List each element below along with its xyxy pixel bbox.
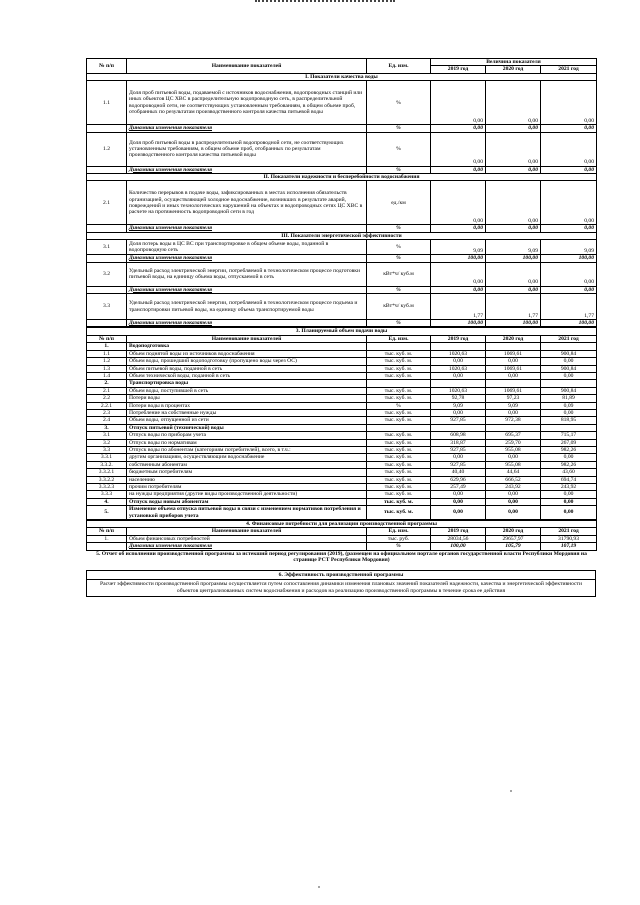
row-text: Объем технической воды, поданной в сеть	[127, 372, 367, 379]
value-2020: 0,00	[486, 132, 541, 166]
value-2021: 0,00	[541, 262, 597, 286]
row-unit: тыс. куб. м.	[367, 446, 431, 453]
row-unit: %	[367, 132, 431, 166]
row-text: Объем поднятой воды из источников водоснабжения	[127, 350, 367, 357]
section-title: I. Показатели качества воды	[87, 73, 597, 80]
row-unit	[367, 343, 431, 350]
row-number: 3.3	[87, 446, 127, 453]
row-number: 2.3	[87, 409, 127, 416]
table-row	[87, 395, 597, 402]
value-2020: 1069,61	[486, 350, 541, 357]
value-2019: 0,00	[431, 454, 486, 461]
value-2019: 0,00	[431, 491, 486, 498]
value-2021: 900,84	[541, 387, 597, 394]
value-2019: 100,00	[431, 543, 486, 550]
value-2020: 1069,61	[486, 365, 541, 372]
row-text: Отпуск воды новым абонентам	[127, 498, 367, 505]
row-unit: %	[367, 125, 431, 132]
value-2021: 0,00	[541, 358, 597, 365]
row-unit: тыс. куб. м.	[367, 387, 431, 394]
document-page	[86, 58, 596, 597]
value-2019: 608,98	[431, 432, 486, 439]
value-2021: 0,00	[541, 225, 597, 232]
row-unit: %	[367, 225, 431, 232]
row-number: 3.2	[87, 262, 127, 286]
scan-speck	[318, 886, 320, 888]
table-row	[87, 535, 597, 542]
row-text: Объем питьевой воды, поданной в сеть	[127, 365, 367, 372]
value-2019: 0,00	[431, 286, 486, 293]
scan-artifact	[255, 0, 395, 6]
value-2020: 0,00	[486, 225, 541, 232]
row-unit: кВт*ч/ куб.м	[367, 294, 431, 320]
row-number: 1.1	[87, 81, 127, 125]
row-text: Изменение объема отпуска питьевой воды в связи с изменением нормативов потребления и установкой приборов учета	[127, 506, 367, 520]
row-unit: тыс. куб. м.	[367, 409, 431, 416]
row-number: 3.3.3	[87, 491, 127, 498]
value-2021: 900,84	[541, 365, 597, 372]
section-title: 3. Планируемый объем подачи воды	[87, 328, 597, 335]
dynamics-row	[87, 125, 597, 132]
value-2020: 0,00	[486, 454, 541, 461]
scan-speck	[510, 790, 512, 792]
value-2019: 92,78	[431, 395, 486, 402]
row-number: 2.	[87, 380, 127, 387]
value-2021	[541, 380, 597, 387]
row-number: 4.	[87, 498, 127, 505]
value-2021: 818,95	[541, 417, 597, 424]
value-2020	[486, 380, 541, 387]
row-unit	[367, 380, 431, 387]
value-2021: 9,09	[541, 240, 597, 255]
value-2019: 100,00	[431, 255, 486, 262]
table-row	[87, 417, 597, 424]
value-2020: 0,00	[486, 358, 541, 365]
value-2019: 927,85	[431, 417, 486, 424]
row-text: Количество перерывов в подаче воды, зафиксированных в местах исполнения обязательств организацией, осуществляющей холодное водоснабжение, возникших в результате аварий, повреждений и иных технологических нарушений на объектах и водопроводных сетях ЦС ХВС в расчете на протяженность водопроводной сети в год	[127, 181, 367, 225]
table-row	[87, 446, 597, 453]
value-2019: 927,85	[431, 446, 486, 453]
value-2020: 0,00	[486, 166, 541, 173]
row-unit: кВт*ч/ куб.м	[367, 262, 431, 286]
row-number: 1.2	[87, 358, 127, 365]
row-unit: %	[367, 81, 431, 125]
table-row	[87, 181, 597, 225]
table-row	[87, 484, 597, 491]
year-header: 2021 год	[541, 66, 597, 73]
row-text: бюджетным потребителям	[127, 469, 367, 476]
row-text: Транспортировка воды	[127, 380, 367, 387]
dynamics-row	[87, 320, 597, 327]
year-header: 2019 год	[431, 528, 486, 535]
row-text: Объем воды, поступившей в сеть	[127, 387, 367, 394]
value-2019: 927,85	[431, 461, 486, 468]
value-2019: 257,49	[431, 484, 486, 491]
value-2021: 0,09	[541, 402, 597, 409]
row-unit: тыс. куб. м.	[367, 469, 431, 476]
value-2020: 0,00	[486, 372, 541, 379]
value-2021: 243,92	[541, 484, 597, 491]
row-unit: %	[367, 255, 431, 262]
value-2021: 0,00	[541, 81, 597, 125]
value-2019	[431, 380, 486, 387]
value-2020	[486, 343, 541, 350]
row-text: Объем воды, прошедший водоподготовку (пропущено воды через ОС)	[127, 358, 367, 365]
table-row	[87, 81, 597, 125]
value-2019: 28034,56	[431, 535, 486, 542]
row-number: 3.3.2.2	[87, 476, 127, 483]
value-2019: 1020,63	[431, 350, 486, 357]
table-row	[87, 498, 597, 505]
row-number: 3.1	[87, 240, 127, 255]
indicators-table	[86, 58, 597, 327]
efficiency-text: Расчет эффективности производственной программы осуществляется путем сопоставления динамики изменения плановых значений показателей надежности, качества и энергетической эффективности объектов централизованных систем водоснабжения и расходов на реализацию производственной программы в течение срока ее действия	[86, 579, 596, 596]
col-name-header: Наименование показателей	[127, 335, 367, 342]
dynamics-row	[87, 225, 597, 232]
value-2021: 0,00	[541, 181, 597, 225]
row-number: 3.	[87, 424, 127, 431]
value-2021: 0,00	[541, 286, 597, 293]
table-row	[87, 240, 597, 255]
value-2020: 666,52	[486, 476, 541, 483]
row-unit: тыс. куб. м.	[367, 506, 431, 520]
value-2021: 100,00	[541, 255, 597, 262]
value-2021: 0,00	[541, 166, 597, 173]
value-2020: 0,00	[486, 125, 541, 132]
row-unit: тыс. куб. м.	[367, 461, 431, 468]
value-2021: 81,89	[541, 395, 597, 402]
value-2020: 0,00	[486, 286, 541, 293]
row-unit: ед./км	[367, 181, 431, 225]
row-text: Удельный расход электрической энергии, потребляемой в технологическом процессе подготовки питьевой воды, на единицу объема воды, отпускаемой в сеть	[127, 262, 367, 286]
row-text: другим организациям, осуществляющим водоснабжение	[127, 454, 367, 461]
table-row	[87, 380, 597, 387]
value-2019: 0,00	[431, 262, 486, 286]
row-number: 1.	[87, 535, 127, 542]
year-header: 2020 год	[486, 528, 541, 535]
table-row	[87, 343, 597, 350]
value-2020: 44,64	[486, 469, 541, 476]
value-2021: 107,19	[541, 543, 597, 550]
report-note: 5. Отчет об исполнении производственной программы за истекший период регулирования (2019), (размещен на официальном портале органов государственной власти Республики Мордовия на странице РСТ Республики Мордовия)	[96, 550, 587, 564]
row-text: Потери воды в процентах	[127, 402, 367, 409]
table-row	[87, 491, 597, 498]
table-row	[87, 262, 597, 286]
row-unit: тыс. куб. м.	[367, 372, 431, 379]
value-2020: 29657,97	[486, 535, 541, 542]
table-row	[87, 132, 597, 166]
value-2019: 0,00	[431, 506, 486, 520]
value-2021: 31790,93	[541, 535, 597, 542]
row-number: 1.	[87, 343, 127, 350]
value-2021: 982,26	[541, 446, 597, 453]
value-2021: 0,00	[541, 498, 597, 505]
row-text: Динамика изменения показателя	[127, 543, 367, 550]
col-name-header: Наименование показателей	[127, 528, 367, 535]
value-2020: 0,00	[486, 491, 541, 498]
row-unit	[367, 424, 431, 431]
value-2020: 100,00	[486, 320, 541, 327]
table-row	[87, 439, 597, 446]
planned-volume-table	[86, 327, 597, 520]
row-text: Динамика изменения показателя	[127, 166, 367, 173]
col-num-header: № п/п	[87, 59, 127, 74]
row-unit: %	[367, 543, 431, 550]
table-row	[87, 402, 597, 409]
row-number: 1.4	[87, 372, 127, 379]
table-row	[87, 432, 597, 439]
row-unit: тыс. куб. м.	[367, 358, 431, 365]
value-2020: 0,00	[486, 262, 541, 286]
dynamics-row	[87, 255, 597, 262]
value-2020: 0,00	[486, 181, 541, 225]
value-2021: 1,77	[541, 294, 597, 320]
row-number: 3.1	[87, 432, 127, 439]
row-text: Отпуск воды по абонентам (категориям потребителей), всего, в т.ч.:	[127, 446, 367, 453]
value-2019: 0,00	[431, 132, 486, 166]
value-2019: 629,96	[431, 476, 486, 483]
row-unit: тыс. куб. м.	[367, 350, 431, 357]
row-unit: тыс. куб. м.	[367, 417, 431, 424]
value-2019: 1020,63	[431, 387, 486, 394]
value-2020: 695,37	[486, 432, 541, 439]
value-2019: 0,00	[431, 81, 486, 125]
value-2020: 955,08	[486, 461, 541, 468]
row-unit: тыс. куб. м.	[367, 395, 431, 402]
col-name-header: Наименование показателей	[127, 59, 367, 74]
col-num-header: № п/п	[87, 528, 127, 535]
row-text: собственным абонентам	[127, 461, 367, 468]
section-title: 4. Финансовые потребности для реализации производственной программы	[87, 521, 597, 528]
row-unit: %	[367, 320, 431, 327]
row-number: 1.2	[87, 132, 127, 166]
value-2019: 100,00	[431, 320, 486, 327]
row-text: Доля проб питьевой воды, подаваемой с источников водоснабжения, водопроводных станций или иных объектов ЦС ХВС в распределительную водопроводную сеть, в распределительной водопроводной сети, не соответствующих установленным требованиям, в общем объеме проб, отобранных по результатам производственного контроля качества питьевой воды	[127, 81, 367, 125]
value-2019: 0,00	[431, 166, 486, 173]
value-2019: 0,00	[431, 125, 486, 132]
table-row	[87, 365, 597, 372]
row-text: Доля потерь воды в ЦС ВС при транспортировке в общем объеме воды, поданной в водопроводную сеть	[127, 240, 367, 255]
row-unit: тыс. куб. м.	[367, 498, 431, 505]
value-2020: 0,00	[486, 409, 541, 416]
value-2021: 0,00	[541, 372, 597, 379]
row-unit: тыс. куб. м.	[367, 365, 431, 372]
value-2019: 0,00	[431, 372, 486, 379]
value-2021	[541, 424, 597, 431]
financial-table	[86, 520, 597, 564]
table-row	[87, 454, 597, 461]
row-text: Отпуск воды по нормативам	[127, 439, 367, 446]
row-number: 2.1	[87, 181, 127, 225]
value-2019	[431, 424, 486, 431]
value-2020: 1069,61	[486, 387, 541, 394]
value-2020: 97,23	[486, 395, 541, 402]
value-2019: 0,00	[431, 409, 486, 416]
row-number: 3.3	[87, 294, 127, 320]
value-2021: 0,00	[541, 409, 597, 416]
value-2021: 715,17	[541, 432, 597, 439]
value-2019: 40,40	[431, 469, 486, 476]
table-row	[87, 387, 597, 394]
row-unit: тыс. куб. м.	[367, 484, 431, 491]
table-row	[87, 461, 597, 468]
table-row	[87, 469, 597, 476]
value-2019: 0,00	[431, 181, 486, 225]
section-title: III. Показатели энергетической эффективности	[87, 232, 597, 239]
row-text: Потребление на собственные нужды	[127, 409, 367, 416]
row-text: Динамика изменения показателя	[127, 286, 367, 293]
row-unit: %	[367, 240, 431, 255]
value-2021: 0,00	[541, 506, 597, 520]
value-2020: 0,00	[486, 506, 541, 520]
value-2020: 9,09	[486, 240, 541, 255]
value-2019: 0,00	[431, 498, 486, 505]
value-2021: 267,09	[541, 439, 597, 446]
row-text: Отпуск питьевой (технической) воды	[127, 424, 367, 431]
row-number: 3.3.2.	[87, 461, 127, 468]
value-2020: 259,70	[486, 439, 541, 446]
value-2019: 9,09	[431, 402, 486, 409]
value-2021: 43,60	[541, 469, 597, 476]
table-row	[87, 350, 597, 357]
col-unit-header: Ед. изм.	[367, 59, 431, 74]
row-number: 2.2.1	[87, 402, 127, 409]
row-text: Доля проб питьевой воды в распределительной водопроводной сети, не соответствующих установленным требованиям, в общем объеме проб, отобранных по результатам производственного контроля качества питьевой воды	[127, 132, 367, 166]
value-2021: 0,00	[541, 132, 597, 166]
year-header: 2019 год	[431, 335, 486, 342]
row-text: Динамика изменения показателя	[127, 225, 367, 232]
row-text: Удельный расход электрической энергии, потребляемой в технологическом процессе подъема и транспортировки питьевой воды, на единицу объема транспортируемой воды	[127, 294, 367, 320]
year-header: 2020 год	[486, 335, 541, 342]
row-unit: тыс. куб. м.	[367, 432, 431, 439]
value-2020: 243,92	[486, 484, 541, 491]
table-row	[87, 294, 597, 320]
value-2020: 100,00	[486, 255, 541, 262]
row-text: Объем воды, отпущенной из сети	[127, 417, 367, 424]
value-2020: 1,77	[486, 294, 541, 320]
row-number: 2.1	[87, 387, 127, 394]
row-number: 3.2	[87, 439, 127, 446]
value-2019: 318,87	[431, 439, 486, 446]
row-text: Динамика изменения показателя	[127, 255, 367, 262]
dynamics-row	[87, 543, 597, 550]
row-number: 2.4	[87, 417, 127, 424]
row-number: 1.1	[87, 350, 127, 357]
row-text: прочим потребителям	[127, 484, 367, 491]
value-2019: 1020,63	[431, 365, 486, 372]
value-2021: 0,00	[541, 125, 597, 132]
value-2021: 694,74	[541, 476, 597, 483]
table-row	[87, 358, 597, 365]
value-2020: 0,00	[486, 498, 541, 505]
row-text: на нужды предприятия (другие виды производственной деятельности)	[127, 491, 367, 498]
value-2019: 1,77	[431, 294, 486, 320]
row-text: Динамика изменения показателя	[127, 125, 367, 132]
year-header: 2019 год	[431, 66, 486, 73]
value-2021: 0,00	[541, 454, 597, 461]
value-2020: 9,09	[486, 402, 541, 409]
dynamics-row	[87, 286, 597, 293]
table-row	[87, 372, 597, 379]
row-unit: тыс. куб. м.	[367, 491, 431, 498]
row-number: 3.3.2.1	[87, 469, 127, 476]
row-text: Отпуск воды по приборам учета	[127, 432, 367, 439]
value-2019: 0,00	[431, 225, 486, 232]
col-num-header: № п/п	[87, 335, 127, 342]
row-unit: тыс. куб. м.	[367, 476, 431, 483]
row-number: 3.3.1	[87, 454, 127, 461]
row-number: 1.3	[87, 365, 127, 372]
table-row	[87, 506, 597, 520]
row-number: 5.	[87, 506, 127, 520]
section-title: II. Показатели надежности и бесперебойности водоснабжения	[87, 174, 597, 181]
value-2021: 900,84	[541, 350, 597, 357]
value-2021	[541, 343, 597, 350]
row-unit: %	[367, 402, 431, 409]
row-unit: тыс. куб. м.	[367, 439, 431, 446]
value-2020: 955,08	[486, 446, 541, 453]
row-text: Динамика изменения показателя	[127, 320, 367, 327]
value-2019: 0,00	[431, 358, 486, 365]
row-unit: тыс. руб.	[367, 535, 431, 542]
year-header: 2021 год	[541, 528, 597, 535]
row-unit: %	[367, 286, 431, 293]
year-header: 2021 год	[541, 335, 597, 342]
row-text: населению	[127, 476, 367, 483]
table-row	[87, 424, 597, 431]
efficiency-title: 6. Эффективность производственной программы	[86, 570, 596, 580]
row-number: 3.3.2.3	[87, 484, 127, 491]
table-row	[87, 409, 597, 416]
value-2021: 982,26	[541, 461, 597, 468]
value-group-header: Величина показателя	[431, 59, 597, 66]
value-2020: 972,38	[486, 417, 541, 424]
row-text: Водоподготовка	[127, 343, 367, 350]
value-2021: 100,00	[541, 320, 597, 327]
col-unit-header: Ед. изм.	[367, 528, 431, 535]
value-2021: 0,00	[541, 491, 597, 498]
dynamics-row	[87, 166, 597, 173]
row-unit: %	[367, 166, 431, 173]
row-number: 2.2	[87, 395, 127, 402]
year-header: 2020 год	[486, 66, 541, 73]
col-unit-header: Ед. изм.	[367, 335, 431, 342]
row-unit: тыс. куб. м.	[367, 454, 431, 461]
value-2020	[486, 424, 541, 431]
row-text: Потери воды	[127, 395, 367, 402]
value-2020: 0,00	[486, 81, 541, 125]
row-text: Объем финансовых потребностей	[127, 535, 367, 542]
value-2020: 105,79	[486, 543, 541, 550]
value-2019: 9,09	[431, 240, 486, 255]
value-2019	[431, 343, 486, 350]
table-row	[87, 476, 597, 483]
